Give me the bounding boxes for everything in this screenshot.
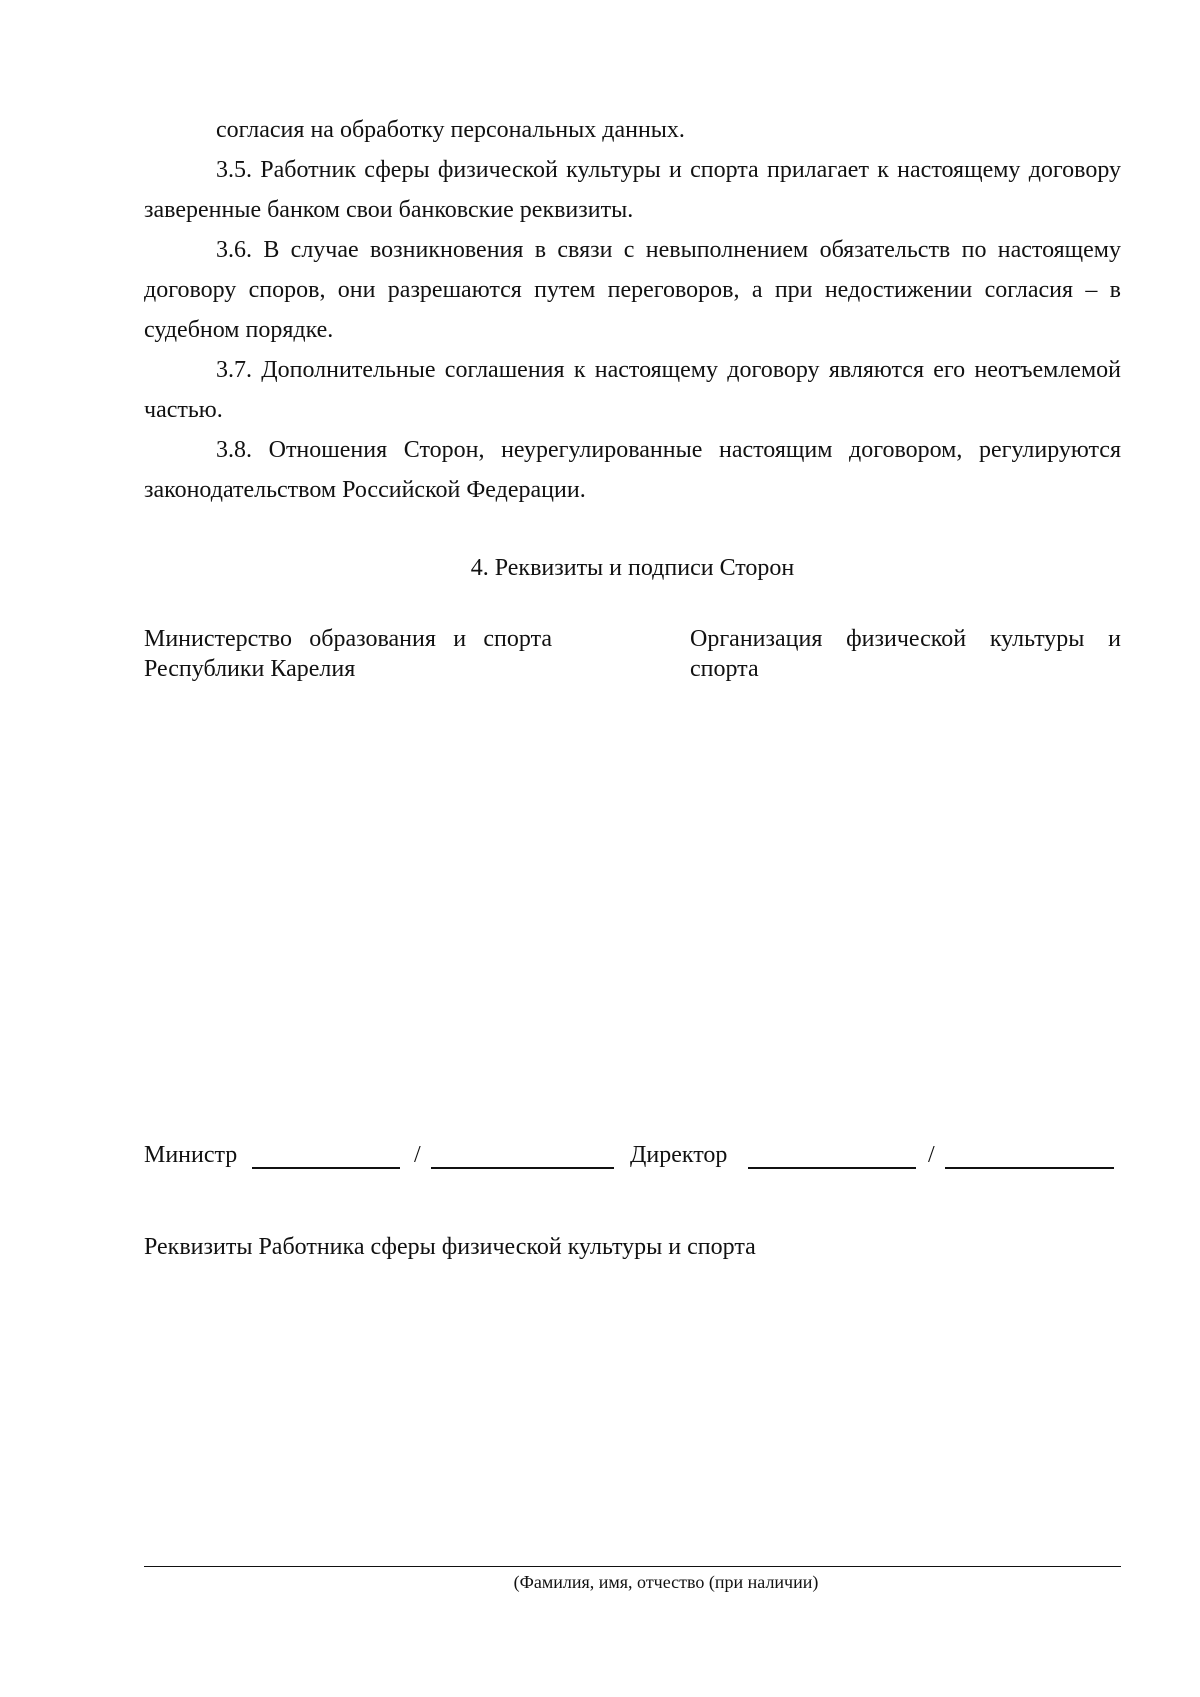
signature-row [144,1138,1121,1172]
minister-label: Министр [144,1142,238,1168]
clause-3-8: 3.8. Отношения Сторон, неурегулированные настоящим договором, регулируются законодательством Российской Федерации. [144,437,1121,503]
party-ministry: Министерство образования и спорта Республики Карелия [144,626,552,682]
party-organization: Организация физической культуры и спорта [690,626,1121,682]
director-label: Директор [630,1142,728,1168]
clause-3-5: 3.5. Работник сферы физической культуры и спорта прилагает к настоящему договору заверенные банком свои банковские реквизиты. [144,157,1121,223]
clause-3-7: 3.7. Дополнительные соглашения к настоящему договору являются его неотъемлемой частью. [144,357,1121,423]
director-name-blank [945,1167,1114,1169]
minister-signature-blank [252,1167,400,1169]
minister-separator: / [414,1142,421,1168]
clause-3-4-tail: согласия на обработку персональных данных. [216,117,685,143]
worker-name-line [144,1566,1121,1567]
clause-3-6: 3.6. В случае возникновения в связи с невыполнением обязательств по настоящему договору споров, они разрешаются путем переговоров, а при недостижении согласия – в судебном порядке. [144,237,1121,343]
worker-requisites-title: Реквизиты Работника сферы физической культуры и спорта [144,1234,756,1260]
worker-name-caption: (Фамилия, имя, отчество (при наличии) [513,1572,819,1592]
section-4-title: 4. Реквизиты и подписи Сторон [470,555,795,581]
director-separator: / [928,1142,935,1168]
director-signature-blank [748,1167,916,1169]
minister-name-blank [431,1167,614,1169]
